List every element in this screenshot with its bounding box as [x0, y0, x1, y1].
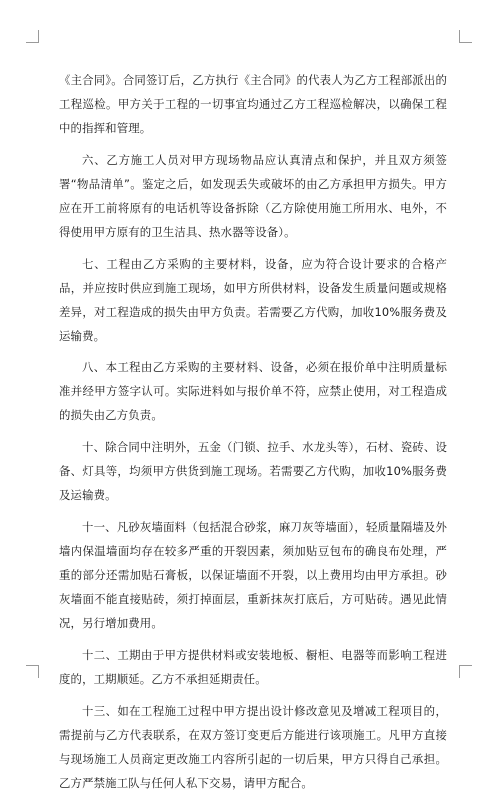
- crop-mark-top-right: [459, 30, 472, 43]
- paragraph-clause-13: 十三、如在工程施工过程中甲方提出设计修改意见及增减工程项目的，需提前与乙方代表联系，在双方签订变更后方能进行该项施工。凡甲方直接与现场施工人员商定更改施工内容所引起的一切后果，甲方只得自己承担。乙方严禁施工队与任何人私下交易，请甲方配合。: [59, 703, 447, 790]
- crop-mark-top-left: [26, 30, 39, 43]
- paragraph-clause-12: 十二、工期由于甲方提供材料或安装地板、橱柜、电器等而影响工程进度的，工期顺延。乙方不承担延期责任。: [59, 647, 447, 686]
- paragraph-clause-10: 十、除合同中注明外，五金（门锁、拉手、水龙头等），石材、瓷砖、设备、灯具等，均须甲方供货到施工现场。若需要乙方代购，加收10%服务费及运输费。: [59, 440, 447, 503]
- paragraph-clause-7: 七、工程由乙方采购的主要材料，设备，应为符合设计要求的合格产品，并应按时供应到施工现场，如甲方所供材料，设备发生质量问题或规格差异，对工程造成的损失由甲方负责。若需要乙方代购，加收10%服务费及运输费。: [59, 256, 447, 343]
- paragraph-clause-11: 十一、凡砂灰墙面料（包括混合砂浆，麻刀灰等墙面），轻质量隔墙及外墙内保温墙面均存在较多严重的开裂因素，须加贴豆包布的确良布处理，严重的部分还需加贴石膏板，以保证墙面不开裂，以上费用均由甲方承担。砂灰墙面不能直接贴砖，须打掉面层，重新抹灰打底后，方可贴砖。遇见此情况，另行增加费用。: [59, 519, 447, 630]
- crop-mark-bottom-right: [459, 665, 472, 678]
- crop-mark-bottom-left: [26, 665, 39, 678]
- paragraph-clause-6: 六、乙方施工人员对甲方现场物品应认真清点和保护，并且双方须签署“物品清单”。鉴定之后，如发现丢失或破坏的由乙方承担甲方损失。甲方应在开工前将原有的电话机等设备拆除（乙方除使用施工所用水、电外，不得使用甲方原有的卫生洁具、热水器等设备）。: [59, 152, 447, 239]
- paragraph-clause-8: 八、本工程由乙方采购的主要材料、设备，必须在报价单中注明质量标准并经甲方签字认可。实际进料如与报价单不符，应禁止使用，对工程造成的损失由乙方负责。: [59, 360, 447, 423]
- paragraph-continuation: 《主合同》。合同签订后，乙方执行《主合同》的代表人为乙方工程部派出的工程巡检。甲方关于工程的一切事宜均通过乙方工程巡检解决，以确保工程中的指挥和管理。: [59, 73, 447, 135]
- document-body: [59, 68, 447, 802]
